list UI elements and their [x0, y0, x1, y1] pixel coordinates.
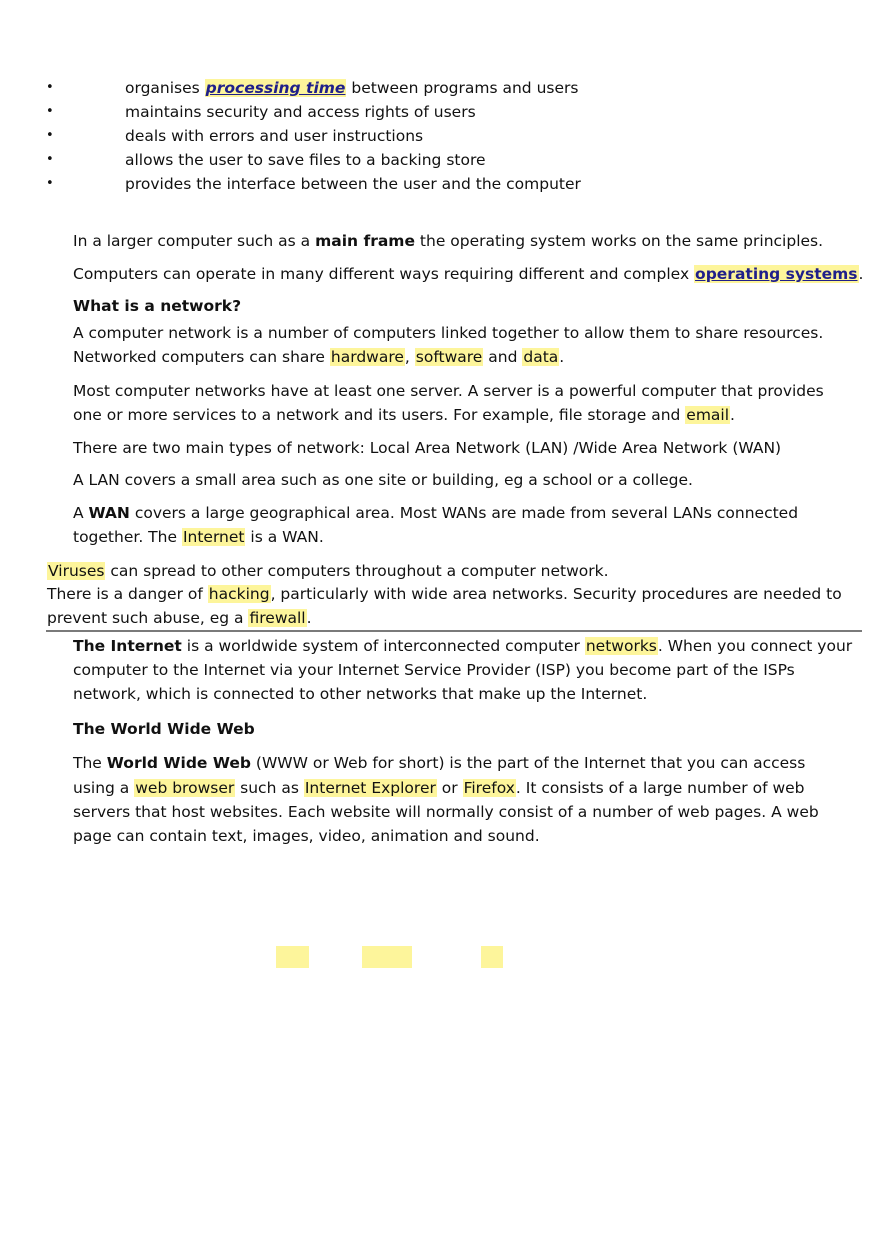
- network-heading: What is a network?: [73, 297, 242, 315]
- list-item-text: organises processing time between programs and users: [125, 79, 579, 97]
- hacking-line-1: There is a danger of hacking, particularly with wide area networks. Security procedures are needed to: [47, 585, 842, 603]
- server-line-2: one or more services to a network and its users. For example, file storage and email.: [73, 406, 735, 424]
- section-divider: [46, 630, 862, 632]
- operating-systems-link[interactable]: operating systems: [695, 265, 858, 283]
- mainframe-paragraph: In a larger computer such as a main frame the operating system works on the same principles.: [73, 232, 824, 250]
- list-item-text: provides the interface between the user and the computer: [125, 175, 581, 193]
- list-item-text: allows the user to save files to a backing store: [125, 151, 486, 169]
- list-item: [46, 148, 846, 172]
- networks-term: networks: [585, 637, 657, 655]
- internet-term: Internet: [182, 528, 245, 546]
- email-term: email: [686, 406, 730, 424]
- empty-highlight-block: [362, 946, 412, 968]
- wan-line-2: together. The Internet is a WAN.: [73, 528, 324, 546]
- internet-line-1: The Internet is a worldwide system of interconnected computer networks. When you connect your: [73, 637, 853, 655]
- www-line-3: servers that host websites. Each website will normally consist of a number of web pages. A web: [73, 803, 819, 821]
- empty-highlight-block: [481, 946, 503, 968]
- network-definition-line-1: A computer network is a number of computers linked together to allow them to share resources.: [73, 324, 824, 342]
- viruses-term: Viruses: [48, 562, 105, 580]
- list-item: [46, 100, 846, 124]
- server-line-1: Most computer networks have at least one server. A server is a powerful computer that provides: [73, 382, 824, 400]
- www-line-1: The World Wide Web (WWW or Web for short) is the part of the Internet that you can access: [73, 754, 806, 772]
- www-line-2: using a web browser such as Internet Explorer or Firefox. It consists of a large number of web: [73, 779, 805, 797]
- bullet-icon: •: [46, 80, 54, 95]
- viruses-line: Viruses can spread to other computers throughout a computer network.: [48, 562, 609, 580]
- internet-line-3: network, which is connected to other networks that make up the Internet.: [73, 685, 648, 703]
- internet-line-2: computer to the Internet via your Internet Service Provider (ISP) you become part of the ISPs: [73, 661, 795, 679]
- bullet-icon: •: [46, 152, 54, 167]
- list-item-text: deals with errors and user instructions: [125, 127, 424, 145]
- empty-highlight-block: [276, 946, 309, 968]
- list-item: [46, 124, 846, 148]
- firefox-term: Firefox: [463, 779, 515, 797]
- bullet-icon: •: [46, 128, 54, 143]
- operating-systems-paragraph: Computers can operate in many different ways requiring different and complex operating systems.: [73, 265, 864, 283]
- bullet-icon: •: [46, 176, 54, 191]
- network-definition-line-2: Networked computers can share hardware, software and data.: [73, 348, 565, 366]
- firewall-term: firewall: [249, 609, 306, 627]
- www-heading: The World Wide Web: [73, 720, 255, 738]
- hacking-term: hacking: [208, 585, 270, 603]
- list-item: [46, 76, 846, 100]
- internet-explorer-term: Internet Explorer: [304, 779, 436, 797]
- www-line-4: page can contain text, images, video, animation and sound.: [73, 827, 540, 845]
- processing-time-link[interactable]: processing time: [205, 79, 346, 97]
- web-browser-term: web browser: [135, 779, 235, 797]
- bullet-icon: •: [46, 104, 54, 119]
- hardware-term: hardware: [330, 348, 404, 366]
- network-types-line: There are two main types of network: Local Area Network (LAN) /Wide Area Network (WAN): [73, 439, 782, 457]
- list-item: [46, 172, 846, 196]
- data-term: data: [523, 348, 559, 366]
- wan-line-1: A WAN covers a large geographical area. Most WANs are made from several LANs connected: [73, 504, 799, 522]
- os-functions-list: [46, 76, 846, 196]
- software-term: software: [415, 348, 483, 366]
- lan-line: A LAN covers a small area such as one site or building, eg a school or a college.: [73, 471, 693, 489]
- list-item-text: maintains security and access rights of users: [125, 103, 476, 121]
- hacking-line-2: prevent such abuse, eg a firewall.: [47, 609, 312, 627]
